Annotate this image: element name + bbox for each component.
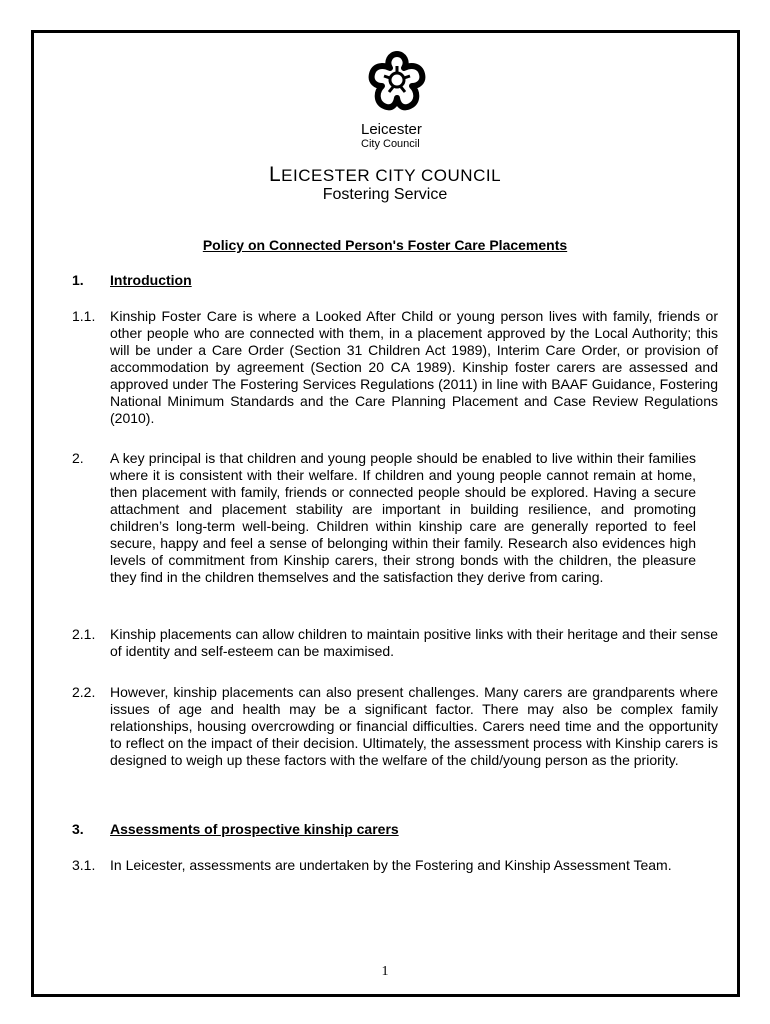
paragraph-number: 1.1. <box>72 308 96 324</box>
section-title: Assessments of prospective kinship carers <box>110 821 399 837</box>
paragraph-text: Kinship Foster Care is where a Looked After Child or young person lives with family, friends or other people who are connected with them, in a placement approved by the Local Authority; this will be under a Care Order (Section 31 Children Act 1989), Interim Care Order, or provision of accommodation by agreement (Section 20 CA 1989). Kinship foster carers are assessed and approved under The Fostering Services Regulations (2011) in line with BAAF Guidance, Fostering National Minimum Standards and the Care Planning Placement and Case Review Regulations (2010). <box>110 308 718 426</box>
paragraph-number: 3.1. <box>72 857 96 873</box>
logo-text-leicester: Leicester <box>361 121 422 138</box>
council-name-initial: L <box>268 163 282 186</box>
leicester-rose-logo-icon <box>352 46 442 118</box>
section-title: Introduction <box>110 272 192 288</box>
council-name-rest: EICESTER CITY COUNCIL <box>281 166 502 185</box>
page-number: 1 <box>381 964 389 979</box>
paragraph-text: However, kinship placements can also present challenges. Many carers are grandparents where issues of age and health may be a significant factor. There may also be complex family relationships, housing overcrowding or financial difficulties. Carers need time and the opportunity to reflect on the impact of their decision. Ultimately, the assessment process with Kinship carers is designed to weigh up these factors with the welfare of the child/young person as the priority. <box>110 684 718 768</box>
service-name: Fostering Service <box>322 186 448 203</box>
logo-text-city-council: City Council <box>361 138 420 150</box>
paragraph-number: 2.2. <box>72 684 96 700</box>
paragraph-number: 2. <box>72 450 84 466</box>
paragraph-number: 2.1. <box>72 626 96 642</box>
paragraph-text: A key principal is that children and young people should be enabled to live within their families where it is consistent with their welfare. If children and young people cannot remain at home, then placement with family, friends or connected people should be explored. Having a secure attachment and placement stability are important in building resilience, and promoting children’s long-term well-being. Children within kinship care are generally reported to feel secure, happy and feel a sense of belonging within their family. Research also evidences high levels of commitment from Kinship carers, their strong bonds with the children, the pleasure they find in the children themselves and the satisfaction they derive from caring. <box>110 450 696 585</box>
paragraph-text: In Leicester, assessments are undertaken by the Fostering and Kinship Assessment Team. <box>110 857 672 873</box>
section-number: 3. <box>72 821 84 837</box>
council-name <box>0 163 770 187</box>
paragraph-text: Kinship placements can allow children to maintain positive links with their heritage and their sense of identity and self-esteem can be maximised. <box>110 626 718 659</box>
section-number: 1. <box>72 272 84 288</box>
policy-title: Policy on Connected Person's Foster Care Placements <box>202 237 568 253</box>
